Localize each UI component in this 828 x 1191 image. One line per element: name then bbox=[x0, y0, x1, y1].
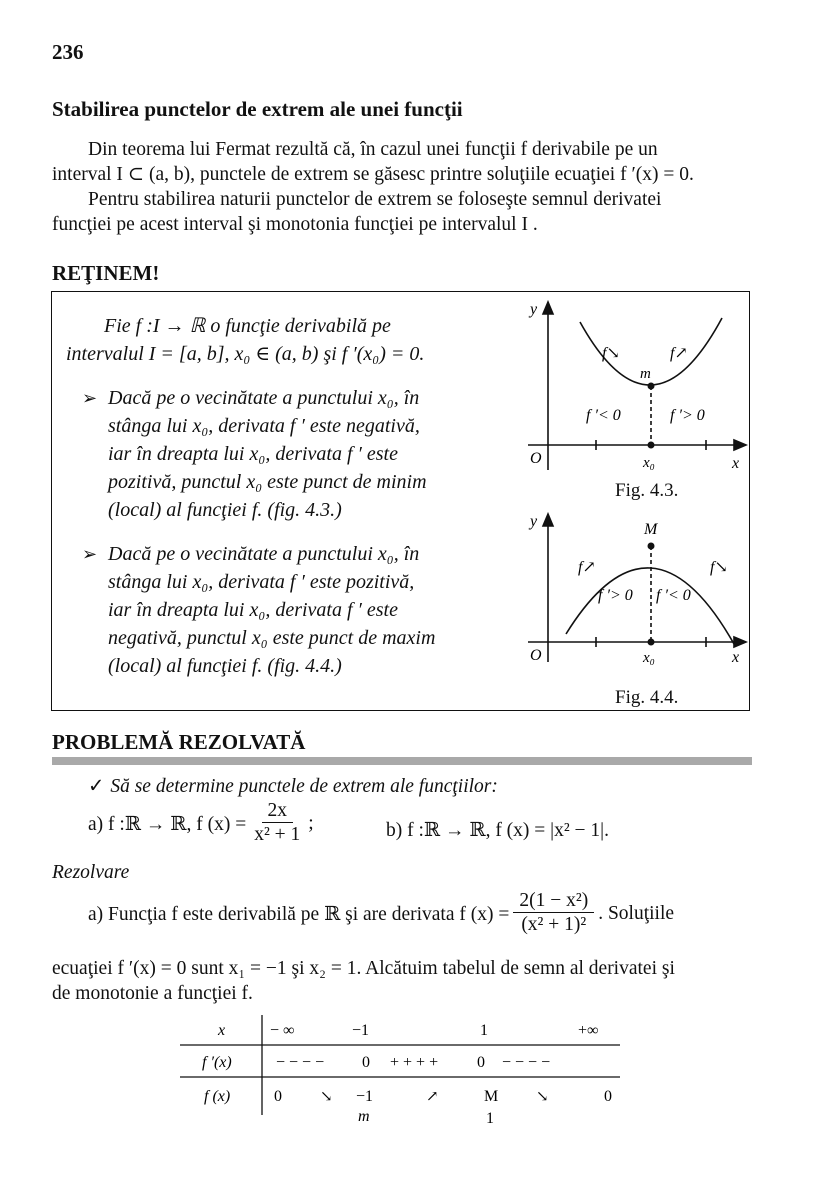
intro-line: Pentru stabilirea naturii punctelor de extrem se foloseşte semnul derivatei bbox=[88, 189, 662, 210]
solution-paragraph bbox=[52, 956, 752, 1006]
statement-line: Fie f :I → ℝ o funcţie derivabilă pe bbox=[104, 315, 391, 337]
x-cell: +∞ bbox=[578, 1022, 599, 1039]
figure-4-3 bbox=[518, 300, 748, 505]
y-label: y bbox=[530, 513, 538, 530]
fig-caption: Fig. 4.4. bbox=[615, 687, 679, 708]
x-cell: − ∞ bbox=[270, 1022, 295, 1039]
decreasing-label: f↘ bbox=[710, 559, 728, 576]
task-text: Să se determine punctele de extrem ale funcţiilor: bbox=[110, 776, 498, 797]
bullet-marker-icon: ➢ bbox=[82, 544, 98, 564]
bullet-line: Dacă pe o vecinătate a punctului x₀, în bbox=[108, 387, 420, 409]
solution-line-1 bbox=[88, 890, 674, 937]
bullet-row bbox=[82, 384, 512, 524]
problem-task bbox=[88, 774, 498, 798]
y-axis-arrow-icon bbox=[543, 514, 553, 526]
a-fraction bbox=[250, 800, 304, 847]
intro-paragraph bbox=[52, 137, 752, 237]
x-cell: 1 bbox=[480, 1022, 488, 1039]
x-axis-arrow-icon bbox=[734, 440, 746, 450]
check-icon: ✓ bbox=[88, 776, 105, 797]
x0-label: x₀ bbox=[643, 650, 655, 666]
sol-line: ecuaţiei f ′(x) = 0 sunt x₁ = −1 şi x₂ = 1. Alcătuim tabelul de semn al derivatei şi bbox=[52, 958, 675, 979]
bullet-line: stânga lui x₀, derivata f ′ este pozitivă, bbox=[108, 571, 415, 593]
bullet-marker-icon: ➢ bbox=[82, 388, 98, 408]
figure-4-4 bbox=[518, 512, 748, 672]
sign-left-label: f ′< 0 bbox=[586, 407, 621, 424]
max-point bbox=[648, 543, 655, 550]
box-statement bbox=[66, 312, 506, 368]
bullet-line: stânga lui x₀, derivata f ′ este negativă, bbox=[108, 415, 420, 437]
x0-point bbox=[648, 639, 655, 646]
intro-line: interval I ⊂ (a, b), punctele de extrem se găsesc printre soluţiile ecuaţiei f ′(x) = 0. bbox=[52, 164, 694, 185]
sol-text-end: . Soluţiile bbox=[598, 902, 675, 924]
max-value: 1 bbox=[486, 1110, 494, 1127]
sign-table bbox=[180, 1015, 630, 1135]
x0-point bbox=[648, 442, 655, 449]
point-label: M bbox=[644, 521, 658, 538]
bullet-line: (local) al funcţiei f. (fig. 4.3.) bbox=[108, 499, 342, 521]
origin-label: O bbox=[530, 647, 542, 664]
fprime-cell: 0 bbox=[477, 1054, 485, 1071]
bullet-line: (local) al funcţiei f. (fig. 4.4.) bbox=[108, 655, 342, 677]
bullet-row bbox=[82, 540, 512, 680]
bullet-line: Dacă pe o vecinătate a punctului x₀, în bbox=[108, 543, 420, 565]
problem-b: b) f :ℝ → ℝ, f (x) = |x² − 1|. bbox=[386, 820, 609, 841]
a-end: ; bbox=[308, 812, 314, 834]
bullet-line: iar în dreapta lui x₀, derivata f ′ este bbox=[108, 599, 398, 621]
bullet-line: iar în dreapta lui x₀, derivata f ′ este bbox=[108, 443, 398, 465]
a-label: a) f :ℝ → ℝ, f (x) = bbox=[88, 813, 247, 835]
row-label: f ′(x) bbox=[202, 1054, 232, 1071]
sign-right-label: f ′< 0 bbox=[656, 587, 691, 604]
intro-line: funcţiei pe acest interval şi monotonia funcţiei pe intervalul I . bbox=[52, 214, 538, 235]
bullet-line: negativă, punctul x₀ este punct de maxim bbox=[108, 627, 436, 649]
derivative-denominator: (x² + 1)² bbox=[521, 914, 587, 935]
retinem-box bbox=[51, 291, 750, 711]
point-label: m bbox=[640, 366, 651, 382]
sol-line: de monotonie a funcţiei f. bbox=[52, 983, 253, 1004]
row-label: x bbox=[218, 1022, 226, 1039]
retinem-heading: REŢINEM! bbox=[52, 261, 160, 285]
statement-line: intervalul I = [a, b], x₀ ∈ (a, b) şi f ′(x₀) = 0. bbox=[66, 343, 425, 365]
bullet-text bbox=[108, 540, 435, 680]
y-axis-arrow-icon bbox=[543, 302, 553, 314]
fprime-cell: − − − − bbox=[276, 1054, 325, 1071]
fig-caption: Fig. 4.3. bbox=[615, 480, 679, 501]
sign-left-label: f ′> 0 bbox=[598, 587, 633, 604]
x-label: x bbox=[732, 649, 740, 666]
intro-line: Din teorema lui Fermat rezultă că, în cazul unei funcţii f derivabile pe un bbox=[88, 139, 658, 160]
sign-table-svg bbox=[180, 1015, 630, 1130]
bullet-line: pozitivă, punctul x₀ este punct de minim bbox=[108, 471, 427, 493]
fprime-cell: + + + + bbox=[390, 1054, 439, 1071]
problem-a bbox=[88, 800, 314, 847]
a-denominator: x² + 1 bbox=[254, 824, 301, 845]
bullet-min bbox=[82, 384, 512, 524]
f-cell: M bbox=[484, 1088, 499, 1105]
x-cell: −1 bbox=[352, 1022, 370, 1039]
sign-right-label: f ′> 0 bbox=[670, 407, 705, 424]
f-cell: 0 bbox=[604, 1088, 612, 1105]
heading-rule bbox=[52, 757, 752, 765]
section-title: Stabilirea punctelor de extrem ale unei funcţii bbox=[52, 97, 463, 121]
increasing-label: f↗ bbox=[670, 345, 688, 362]
max-curve bbox=[566, 568, 734, 644]
min-label: m bbox=[358, 1108, 370, 1125]
x-axis-arrow-icon bbox=[734, 637, 746, 647]
row-label: f (x) bbox=[204, 1088, 231, 1105]
rezolvare-label: Rezolvare bbox=[52, 862, 130, 883]
a-numerator: 2x bbox=[262, 800, 294, 823]
y-label: y bbox=[530, 301, 538, 318]
origin-label: O bbox=[530, 450, 542, 467]
f-cell: −1 bbox=[356, 1088, 374, 1105]
increasing-arrow-icon: ↗ bbox=[426, 1089, 439, 1105]
fprime-cell: 0 bbox=[362, 1054, 370, 1071]
page-number: 236 bbox=[52, 40, 84, 64]
derivative-numerator: 2(1 − x²) bbox=[513, 890, 594, 913]
problem-heading: PROBLEMĂ REZOLVATĂ bbox=[52, 730, 306, 754]
bullet-max bbox=[82, 540, 512, 680]
fprime-cell: − − − − bbox=[502, 1054, 551, 1071]
decreasing-label: f↘ bbox=[602, 345, 620, 362]
x-label: x bbox=[732, 455, 740, 472]
increasing-label: f↗ bbox=[578, 559, 596, 576]
min-point bbox=[648, 383, 655, 390]
f-cell: 0 bbox=[274, 1088, 282, 1105]
decreasing-arrow-icon: ↘ bbox=[320, 1089, 333, 1105]
decreasing-arrow-icon: ↘ bbox=[536, 1089, 549, 1105]
sol-text: a) Funcţia f este derivabilă pe ℝ şi are derivata f (x) = bbox=[88, 903, 510, 925]
bullet-text bbox=[108, 384, 427, 524]
x0-label: x₀ bbox=[643, 455, 655, 471]
derivative-fraction bbox=[513, 890, 594, 937]
